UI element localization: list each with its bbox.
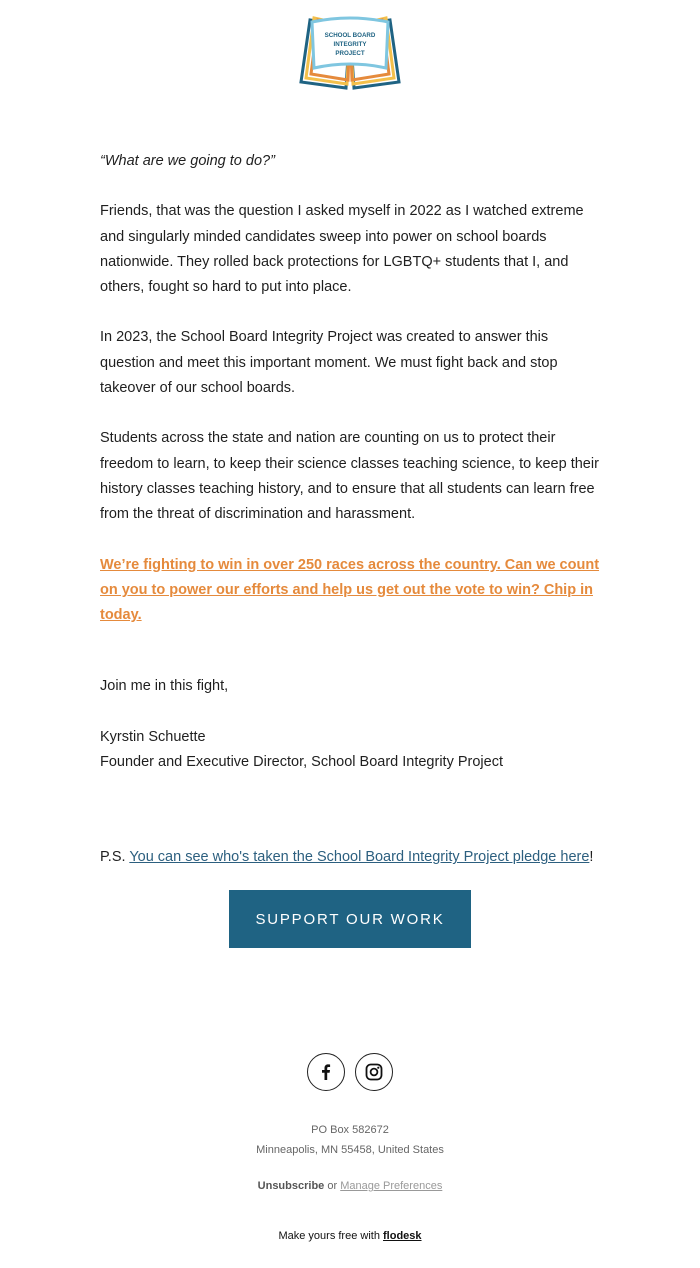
support-our-work-button[interactable]: SUPPORT OUR WORK bbox=[229, 890, 471, 948]
paragraph-2: In 2023, the School Board Integrity Project was created to answer this question and meet this important moment. We must fight back and stop takeover of our school boards. bbox=[100, 329, 558, 397]
email-body bbox=[100, 149, 600, 871]
unsubscribe-link[interactable]: Unsubscribe bbox=[257, 1180, 325, 1192]
ps-prefix: P.S. bbox=[100, 849, 130, 866]
address-line-2: Minneapolis, MN 55458, United States bbox=[256, 1144, 444, 1156]
logo-line-3: PROJECT bbox=[335, 50, 365, 57]
school-board-integrity-project-logo bbox=[298, 16, 402, 90]
logo-line-2: INTEGRITY bbox=[333, 41, 367, 48]
subscription-links bbox=[0, 1180, 700, 1192]
mailing-address bbox=[0, 1120, 700, 1160]
pledge-link[interactable]: You can see who's taken the School Board Integrity Project pledge here bbox=[129, 849, 590, 866]
signature-title: Founder and Executive Director, School Board Integrity Project bbox=[100, 754, 503, 771]
social-links bbox=[0, 1053, 700, 1091]
facebook-glyph bbox=[316, 1062, 336, 1082]
logo-line-1: SCHOOL BOARD bbox=[324, 32, 376, 39]
flodesk-credit bbox=[0, 1230, 700, 1242]
ps-suffix: ! bbox=[589, 849, 594, 866]
instagram-glyph bbox=[364, 1062, 384, 1082]
paragraph-3: Students across the state and nation are counting on us to protect their freedom to learn, to keep their science classes teaching science, to keep their history classes teaching history, and to ensure that all students can learn free from the threat of discrimination and harassment. bbox=[100, 430, 599, 523]
or-text: or bbox=[324, 1180, 341, 1192]
facebook-icon[interactable] bbox=[307, 1053, 345, 1091]
manage-preferences-link[interactable]: Manage Preferences bbox=[340, 1180, 443, 1192]
closing-line: Join me in this fight, bbox=[100, 678, 229, 695]
chip-in-link[interactable]: We’re fighting to win in over 250 races across the country. Can we count on you to power our efforts and help us get out the vote to win? Chip in today. bbox=[100, 556, 600, 624]
opening-quote: “What are we going to do?” bbox=[100, 153, 275, 169]
ps-line bbox=[100, 845, 600, 870]
signature-name: Kyrstin Schuette bbox=[100, 728, 206, 745]
flodesk-link[interactable]: flodesk bbox=[383, 1230, 422, 1242]
instagram-icon[interactable] bbox=[355, 1053, 393, 1091]
address-line-1: PO Box 582672 bbox=[311, 1124, 389, 1136]
paragraph-1: Friends, that was the question I asked myself in 2022 as I watched extreme and singularly minded candidates sweep into power on school boards nationwide. They rolled back protections for LGBTQ+ students that I, and others, fought so hard to put into place. bbox=[100, 203, 584, 296]
made-with-text: Make yours free with bbox=[278, 1230, 384, 1242]
